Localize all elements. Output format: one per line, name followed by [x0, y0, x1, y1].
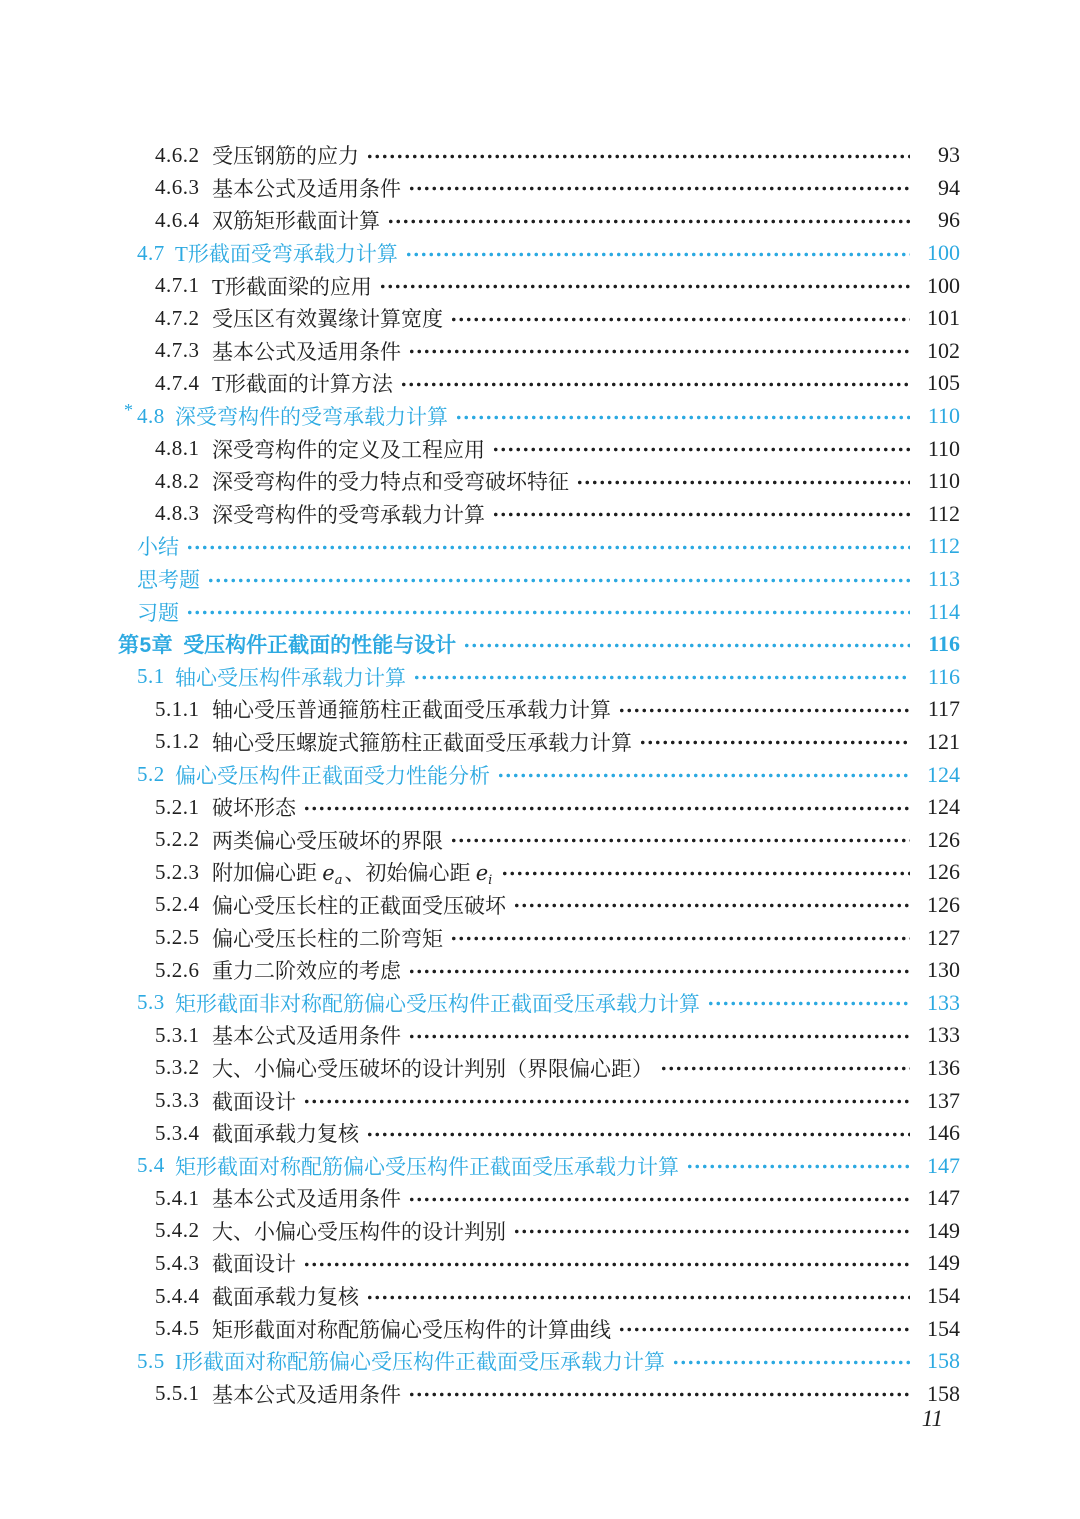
- toc-entry-title: 截面承载力复核: [212, 1285, 359, 1310]
- toc-entry-number: 5.5.1: [155, 1381, 200, 1406]
- toc-entry-title: I形截面对称配筋偏心受压构件正截面受压承载力计算: [175, 1350, 665, 1375]
- toc-entry: [115, 1247, 960, 1280]
- toc-entry: [115, 432, 960, 465]
- toc-entry-title: 偏心受压构件正截面受力性能分析: [175, 763, 490, 788]
- toc-entry-number: 4.7.4: [155, 370, 200, 395]
- dot-leader: [450, 934, 910, 943]
- toc-entry-title: 重力二阶效应的考虑: [212, 959, 401, 984]
- dot-leader: [379, 282, 910, 291]
- toc-entry-title: 偏心受压长柱的二阶弯矩: [212, 926, 443, 951]
- toc-entry-title: 矩形截面对称配筋偏心受压构件正截面受压承载力计算: [175, 1154, 679, 1179]
- toc-entry-page: 112: [927, 533, 960, 559]
- dot-leader: [366, 1293, 910, 1302]
- toc-entry-title: 两类偏心受压破坏的界限: [212, 828, 443, 853]
- toc-entry-title: 矩形截面对称配筋偏心受压构件的计算曲线: [212, 1317, 611, 1342]
- toc-entry-title: 基本公式及适用条件: [212, 1024, 401, 1049]
- toc-entry-number: 4.7.2: [155, 305, 200, 330]
- toc-entry-page: 100: [927, 272, 960, 298]
- dot-leader: [303, 804, 910, 813]
- dot-leader: [408, 1195, 910, 1204]
- toc-entry: [115, 1149, 960, 1182]
- toc-entry-page: 94: [938, 174, 960, 200]
- dot-leader: [497, 771, 910, 780]
- toc-entry: [115, 661, 960, 694]
- toc-entry-number: 5.4.1: [155, 1185, 200, 1210]
- toc-entry-number: 4.6.4: [155, 207, 200, 232]
- toc-entry-page: 149: [927, 1217, 960, 1243]
- dot-leader: [413, 673, 910, 682]
- optional-section-star-icon: *: [124, 399, 133, 420]
- dot-leader: [463, 641, 910, 650]
- toc-entry: [115, 498, 960, 531]
- toc-entry-title: 偏心受压长柱的正截面受压破坏: [212, 893, 506, 918]
- toc-entry-number: 5.4.4: [155, 1283, 200, 1308]
- toc-entry-title: 截面设计: [212, 1252, 296, 1277]
- toc-entry-title: 轴心受压普通箍筋柱正截面受压承载力计算: [212, 698, 611, 723]
- toc-entry-title: 深受弯构件的受弯承载力计算: [212, 502, 485, 527]
- toc-entry-page: 101: [927, 305, 960, 331]
- dot-leader: [408, 347, 910, 356]
- toc-entry-number: * 4.8: [124, 399, 165, 428]
- toc-entry-number: 5.1.1: [155, 696, 200, 721]
- toc-entry-page: 136: [927, 1054, 960, 1080]
- toc-entry: [115, 791, 960, 824]
- dot-leader: [366, 152, 910, 161]
- dot-leader: [513, 1227, 910, 1236]
- toc-entry: [115, 1215, 960, 1248]
- dot-leader: [576, 478, 910, 487]
- toc-entry: [115, 237, 960, 270]
- toc-entry-number: 4.8.1: [155, 436, 200, 461]
- toc-entry-number: 5.2.5: [155, 925, 200, 950]
- toc-entry-page: 116: [928, 631, 960, 657]
- toc-entry: [115, 693, 960, 726]
- toc-entry: [115, 139, 960, 172]
- dot-leader: [186, 608, 910, 617]
- dot-leader: [672, 1358, 910, 1367]
- toc-entry-page: 147: [927, 1185, 960, 1211]
- toc-entry-number: 4.8.3: [155, 501, 200, 526]
- toc-entry-title: 破坏形态: [212, 796, 296, 821]
- toc-entry-title: 基本公式及适用条件: [212, 1187, 401, 1212]
- toc-entry-title: 深受弯构件的定义及工程应用: [212, 437, 485, 462]
- toc-entry-number: 4.8.2: [155, 468, 200, 493]
- toc-entry-number: 4.6.2: [155, 142, 200, 167]
- dot-leader: [450, 315, 910, 324]
- toc-entry-title: 截面承载力复核: [212, 1122, 359, 1147]
- toc-entry-page: 117: [927, 696, 960, 722]
- toc-entry-page: 93: [938, 142, 960, 168]
- toc-entry-number: 5.3.4: [155, 1120, 200, 1145]
- toc-entry-number: 5.2.3: [155, 859, 200, 884]
- dot-leader: [186, 543, 910, 552]
- toc-entry-page: 133: [927, 989, 960, 1015]
- toc-entry-title: 基本公式及适用条件: [212, 176, 401, 201]
- toc-entry-title: 深受弯构件的受力特点和受弯破坏特征: [212, 470, 569, 495]
- toc-entry-number: 5.5: [137, 1348, 165, 1373]
- toc-entry-number: 5.2.6: [155, 957, 200, 982]
- toc-entry-title: T形截面受弯承载力计算: [175, 242, 398, 267]
- toc-entry-number: 5.3.2: [155, 1055, 200, 1080]
- toc-entry-number: 第5章: [118, 634, 174, 658]
- toc-entry-page: 158: [927, 1380, 960, 1406]
- toc-entry: [115, 1019, 960, 1052]
- toc-entry-title: 基本公式及适用条件: [212, 339, 401, 364]
- toc-entry: [115, 1312, 960, 1345]
- toc-entry-title: 小结: [137, 535, 179, 560]
- toc-entry-page: 110: [927, 468, 960, 494]
- toc-entry: [115, 954, 960, 987]
- toc-entry-title: 矩形截面非对称配筋偏心受压构件正截面受压承载力计算: [175, 991, 700, 1016]
- dot-leader: [686, 1162, 910, 1171]
- toc-entry-page: 158: [927, 1348, 960, 1374]
- toc-entry-title: 受压区有效翼缘计算宽度: [212, 307, 443, 332]
- dot-leader: [450, 836, 910, 845]
- toc-entry-number: 5.3.1: [155, 1022, 200, 1047]
- toc-entry: [115, 269, 960, 302]
- dot-leader: [660, 1064, 910, 1073]
- toc-entry-page: 127: [927, 924, 960, 950]
- toc-entry-title: 截面设计: [212, 1089, 296, 1114]
- toc-entry-page: 102: [927, 337, 960, 363]
- toc-entry: [115, 1117, 960, 1150]
- toc-entry-page: 146: [927, 1120, 960, 1146]
- toc-entry: [115, 1182, 960, 1215]
- toc-entry-title: 习题: [137, 600, 179, 625]
- toc-entry-page: 154: [927, 1315, 960, 1341]
- toc-entry-title: 轴心受压构件承载力计算: [175, 665, 406, 690]
- toc-entry-number: 4.6.3: [155, 175, 200, 200]
- toc-entry-page: 96: [938, 207, 960, 233]
- toc-entry-title: T形截面的计算方法: [212, 372, 393, 397]
- dot-leader: [405, 250, 910, 259]
- toc-entry-number: 5.2.1: [155, 794, 200, 819]
- toc-entry-number: 4.7: [137, 240, 165, 265]
- toc-entry: [115, 530, 960, 563]
- toc-entry-page: 147: [927, 1152, 960, 1178]
- toc-entry: [115, 986, 960, 1019]
- toc-entry-number: 5.1.2: [155, 729, 200, 754]
- dot-leader: [207, 576, 910, 585]
- toc-list: [115, 139, 960, 1410]
- toc-entry-title: 深受弯构件的受弯承载力计算: [175, 405, 448, 430]
- toc-entry-page: 110: [927, 403, 960, 429]
- dot-leader: [387, 217, 910, 226]
- toc-entry: [115, 1378, 960, 1411]
- toc-entry-page: 149: [927, 1250, 960, 1276]
- toc-entry: [115, 856, 960, 889]
- toc-entry: [115, 595, 960, 628]
- toc-entry-page: 130: [927, 957, 960, 983]
- toc-entry: [115, 563, 960, 596]
- toc-entry: [115, 1280, 960, 1313]
- dot-leader: [408, 184, 910, 193]
- toc-entry-number: 5.4.2: [155, 1218, 200, 1243]
- toc-entry: [115, 465, 960, 498]
- dot-leader: [366, 1130, 910, 1139]
- toc-entry: [115, 302, 960, 335]
- toc-entry: [115, 335, 960, 368]
- toc-entry-title: 思考题: [137, 568, 200, 593]
- dot-leader: [408, 1390, 910, 1399]
- toc-entry-title: 受压钢筋的应力: [212, 144, 359, 169]
- toc-entry-page: 124: [927, 761, 960, 787]
- dot-leader: [707, 999, 910, 1008]
- dot-leader: [303, 1097, 910, 1106]
- dot-leader: [618, 1325, 910, 1334]
- dot-leader: [492, 445, 910, 454]
- toc-entry-title: 受压构件正截面的性能与设计: [183, 634, 457, 658]
- dot-leader: [492, 510, 910, 519]
- toc-entry-title: 双筋矩形截面计算: [212, 209, 380, 234]
- page-number: 11: [921, 1406, 943, 1431]
- toc-entry-title: 附加偏心距 ea、初始偏心距 ei: [212, 860, 493, 888]
- toc-entry-number: 5.4: [137, 1153, 165, 1178]
- toc-entry-number: 4.7.3: [155, 338, 200, 363]
- toc-entry-page: 112: [927, 500, 960, 526]
- dot-leader: [639, 738, 910, 747]
- toc-entry-page: 126: [927, 891, 960, 917]
- toc-entry: [115, 400, 960, 433]
- dot-leader: [455, 413, 910, 422]
- toc-entry-number: 5.4.3: [155, 1250, 200, 1275]
- toc-entry-page: 126: [927, 859, 960, 885]
- toc-entry-number: 5.3: [137, 990, 165, 1015]
- toc-entry-title: 大、小偏心受压破坏的设计判别（界限偏心距）: [212, 1056, 653, 1081]
- toc-entry: [115, 726, 960, 759]
- toc-entry-page: 114: [927, 598, 960, 624]
- dot-leader: [501, 869, 910, 878]
- toc-entry-page: 100: [927, 240, 960, 266]
- dot-leader: [408, 967, 910, 976]
- dot-leader: [400, 380, 910, 389]
- toc-entry-title: T形截面梁的应用: [212, 274, 372, 299]
- toc-entry: [115, 1345, 960, 1378]
- toc-entry-number: 5.1: [137, 664, 165, 689]
- toc-entry-number: 4.7.1: [155, 273, 200, 298]
- toc-entry-title: 轴心受压螺旋式箍筋柱正截面受压承载力计算: [212, 730, 632, 755]
- toc-entry: [115, 367, 960, 400]
- toc-entry: [115, 758, 960, 791]
- toc-entry-page: 137: [927, 1087, 960, 1113]
- toc-entry-page: 116: [927, 663, 960, 689]
- toc-entry-number: 5.2.2: [155, 827, 200, 852]
- toc-entry-title: 基本公式及适用条件: [212, 1382, 401, 1407]
- dot-leader: [408, 1032, 910, 1041]
- toc-entry: [115, 628, 960, 661]
- toc-entry: [115, 921, 960, 954]
- toc-entry-number: 5.4.5: [155, 1316, 200, 1341]
- dot-leader: [513, 901, 910, 910]
- toc-entry: [115, 172, 960, 205]
- dot-leader: [303, 1260, 910, 1269]
- toc-entry: [115, 204, 960, 237]
- toc-entry: [115, 1052, 960, 1085]
- toc-entry-page: 105: [927, 370, 960, 396]
- toc-entry: [115, 823, 960, 856]
- toc-entry-page: 126: [927, 826, 960, 852]
- toc-entry-title: 大、小偏心受压构件的设计判别: [212, 1219, 506, 1244]
- toc-entry-page: 113: [927, 566, 960, 592]
- toc-entry-page: 124: [927, 794, 960, 820]
- toc-entry: [115, 1084, 960, 1117]
- toc-entry: [115, 889, 960, 922]
- toc-entry-page: 154: [927, 1283, 960, 1309]
- toc-entry-page: 133: [927, 1022, 960, 1048]
- toc-entry-number: 5.2: [137, 762, 165, 787]
- toc-entry-number: 5.3.3: [155, 1088, 200, 1113]
- toc-entry-page: 121: [927, 728, 960, 754]
- dot-leader: [618, 706, 910, 715]
- toc-entry-number: 5.2.4: [155, 892, 200, 917]
- toc-entry-page: 110: [927, 435, 960, 461]
